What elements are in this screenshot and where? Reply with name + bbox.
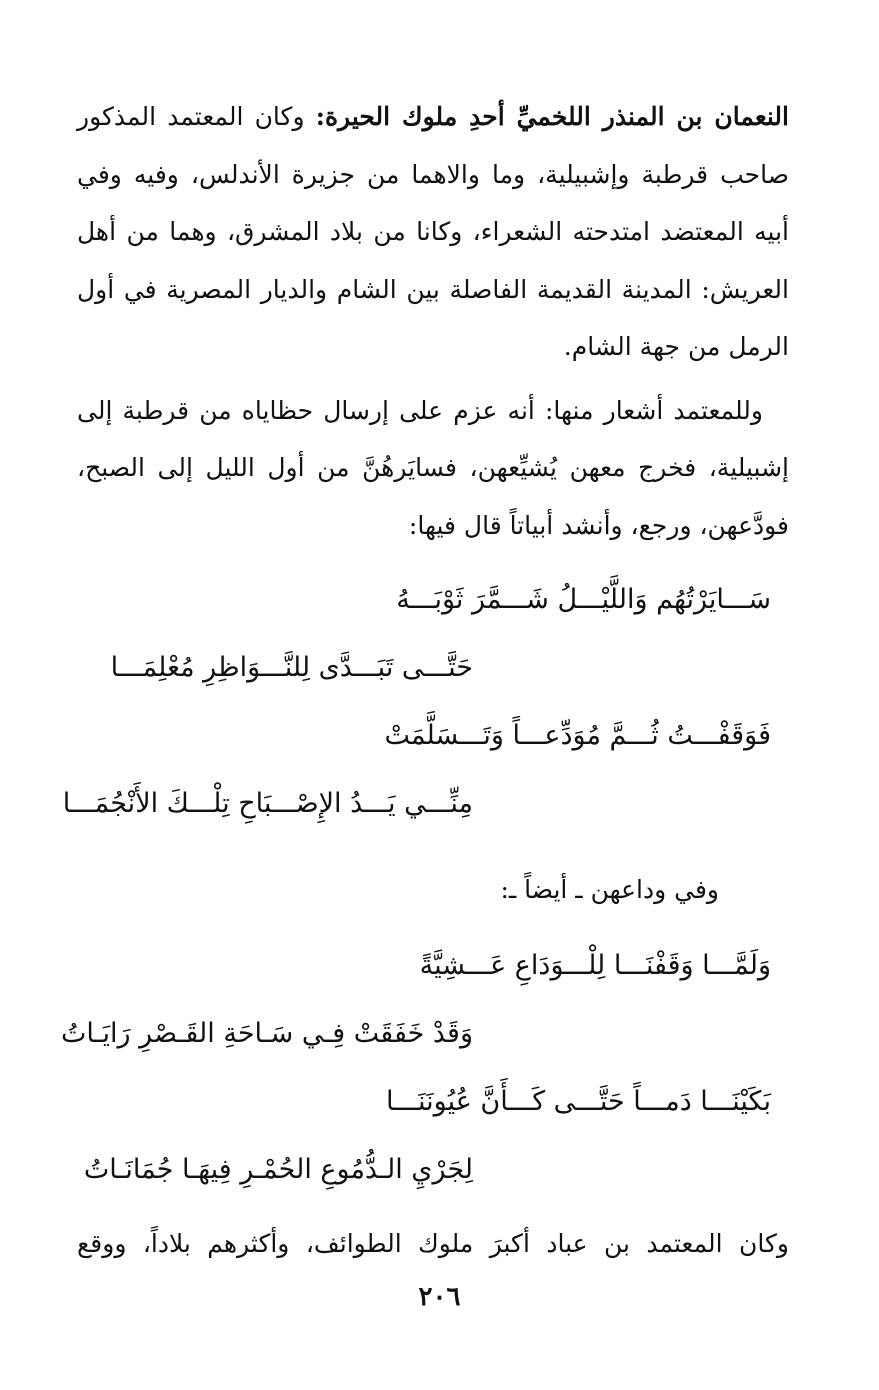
poem-1-verse-1: سَـــايَرْتُهُم وَاللَّيْـــلُ شَـــمَّرَ ثَوْبَـــهُ (396, 584, 771, 615)
poem-2-verse-4: لِجَرْيِ الـدُّمُوعِ الحُمْـرِ فِيهَـا جُمَانَـاتُ (83, 1154, 473, 1185)
poem-2-verse-1: وَلَمَّـــا وَقَفْنَـــا لِلْـــوَدَاعِ عَـــشِيَّةً (419, 950, 771, 981)
paragraph-1-text: وكان المعتمد المذكور صاحب قرطبة وإشبيلية، وما والاهما من جزيرة الأندلس، وفيه وفي أبيه المعتضد امتدحته الشعراء، وكانا من بلاد المشرق، وهما من أهل العريش: المدينة القديمة الفاصلة بين الشام والديار المصرية في أول الرمل من جهة الشام. (77, 102, 789, 361)
poem-1-verse-3: فَوَقَفْـــتُ ثُـــمَّ مُوَدِّعـــاً وَتَـــسَلَّمَتْ (384, 720, 771, 751)
poem-1-verse-4: مِنِّـــي يَـــدُ الإِصْـــبَاحِ تِلْـــكَ الأَنْجُمَـــا (62, 788, 473, 819)
paragraph-1 (77, 88, 789, 376)
page-body (60, 88, 789, 1274)
poem-1-verse-2: حَتَّـــى تَبَـــدَّى لِلنَّـــوَاظِرِ مُعْلِمَـــا (110, 652, 473, 683)
bold-lead: النعمان بن المنذر اللخميِّ أحدِ ملوك الحيرة: (315, 102, 789, 131)
poem-2-verse-2: وَقَدْ خَفَقَتْ فِـي سَـاحَةِ القَـصْرِ رَايَـاتُ (60, 1018, 473, 1049)
poem-1 (62, 566, 789, 838)
last-line: وكان المعتمد بن عباد أكبرَ ملوك الطوائف، وأكثرهم بلاداً، ووقع (77, 1229, 789, 1258)
paragraph-2: وللمعتمد أشعار منها: أنه عزم على إرسال حظاياه من قرطبة إلى إشبيلية، فخرج معهن يُشيِّعهن، فسايَرهُنَّ من أول الليل إلى الصبح، فودَّعهن، ورجع، وأنشد أبياتاً قال فيها: (77, 395, 789, 540)
poem-2-intro: وفي وداعهن ـ أيضاً ـ: (500, 875, 719, 904)
page-number: ٢٠٦ (418, 1282, 461, 1312)
poem-2-verse-3: بَكَيْنَـــا دَمـــاً حَتَّـــى كَـــأَنَّ عُيُونَنَـــا (386, 1086, 771, 1117)
poem-2 (60, 932, 789, 1204)
